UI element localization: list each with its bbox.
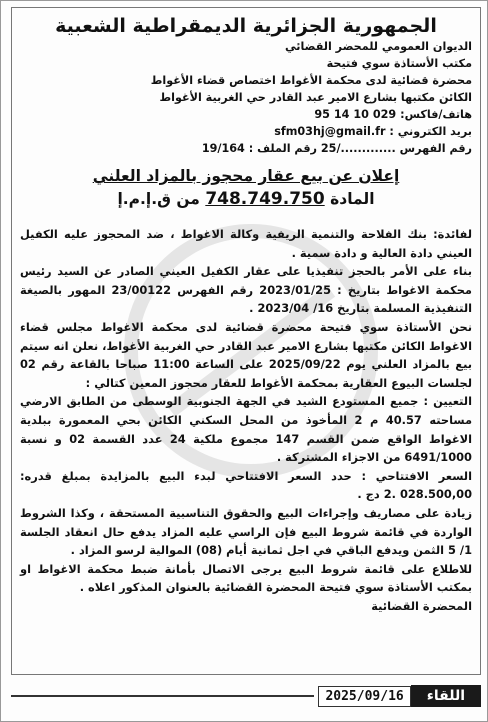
newspaper-name: اللقاء [411, 685, 481, 707]
article-number: 748.749.750 [205, 189, 325, 209]
email-line: بريد الكتروني : sfm03hj@gmail.fr [274, 125, 472, 138]
sale-announcement-paragraph: نحن الأستاذة سوي فتيحة محضرة قضائية لدى محكمة الاغواط مجلس قضاء الاغواط الكائن مكتبها بشارع الامير عبد القادر حي الغربية الأغواط، نعلن انه سيتم بيع بالمزاد العلني يوم 2025/09/22 على الساعة 11:00 صباحا بالقاعة رقم 02 لجلسات البيوع العقارية بمحكمة الأغواط للعقار محجوز المعين كتالي : [20, 319, 472, 390]
notice-frame [11, 7, 481, 675]
notice-title: إعلان عن بيع عقار محجوز بالمزاد العلني [92, 167, 400, 185]
notice-body [20, 225, 472, 597]
bureau-line: مكتب الأستاذة سوي فتيحة [326, 57, 472, 70]
address-line: الكائن مكتبها بشارع الامير عبد القادر حي الغربية الأغواط [159, 91, 472, 104]
publication-date: 2025/09/16 [318, 686, 410, 707]
property-designation-paragraph: التعيين : جميع المستودع الشيد في الجهة الجنوبية الوسطى من الطابق الارضي مساحته 40.57 م 2 المأخوذ من المحل السكني الكائن بحي المعمورة ببلدية الاغواط الواقع ضمن القسم 147 مجموع ملكية 24 عدد القسمة 02 و نسبة 6491/1000 من الاجزاء المشتركة . [20, 394, 473, 465]
court-line: محضرة قضائية لدى محكمة الأغواط اختصاص قضاء الأغواط [150, 74, 472, 87]
order-paragraph: بناء على الأمر بالحجز تنفيذيا على عقار الكفيل العيني الصادر عن السيد رئيس محكمة الاغواط بتاريخ : 2023/01/25 رقم الفهرس 23/00122 المهور بالصيغة التنفيذية المسلمة بتاريخ 16/ 2023/04 . [20, 264, 472, 316]
phone-line: هاتف/فاكس: 029 10 14 95 [314, 108, 472, 121]
signature: المحضرة القضائية [371, 598, 472, 613]
footer-bar [11, 681, 481, 711]
office-line: الديوان العمومي للمحضر القضائي [284, 40, 472, 53]
beneficiary-paragraph: لفائدة: بنك الفلاحة والتنمية الريفية وكالة الاغواط ، ضد المحجوز عليه الكفيل العيني دادة العالية و دادة سمية . [20, 227, 472, 260]
information-paragraph: للاطلاع على قائمة شروط البيع يرجى الاتصال بأمانة ضبط محكمة الاغواط او بمكتب الأستاذة سوي فتيحة المحضرة القضائية بالعنوان المذكور اعلاه . [20, 561, 472, 595]
article-suffix: من ق.إ.م.إ [117, 190, 200, 208]
opening-price-paragraph: السعر الافتتاحي : حدد السعر الافتتاحي لبدء البيع بالمزايدة بمبلغ قدره: 028.500,00 .2 دج . [20, 468, 472, 502]
footer-rule [11, 695, 314, 697]
article-line [20, 187, 472, 211]
reference-line: رقم الفهرس ............./25 رقم الملف : 19/164 [201, 142, 472, 155]
republic-heading: الجمهورية الجزائرية الديمقراطية الشعبية [55, 15, 437, 37]
payment-terms-paragraph: زيادة على مصاريف وإجراءات البيع والحقوق التناسبية المستحقة ، وكذا الشروط الواردة في قائمة شروط البيع فإن الراسي عليه المزاد يدفع حال انعقاد الجلسة 1/ 5 الثمن ويدفع الباقي في اجل ثمانية أيام (08) الموالية لرسو المزاد . [20, 505, 472, 558]
article-prefix: المادة [330, 190, 375, 208]
